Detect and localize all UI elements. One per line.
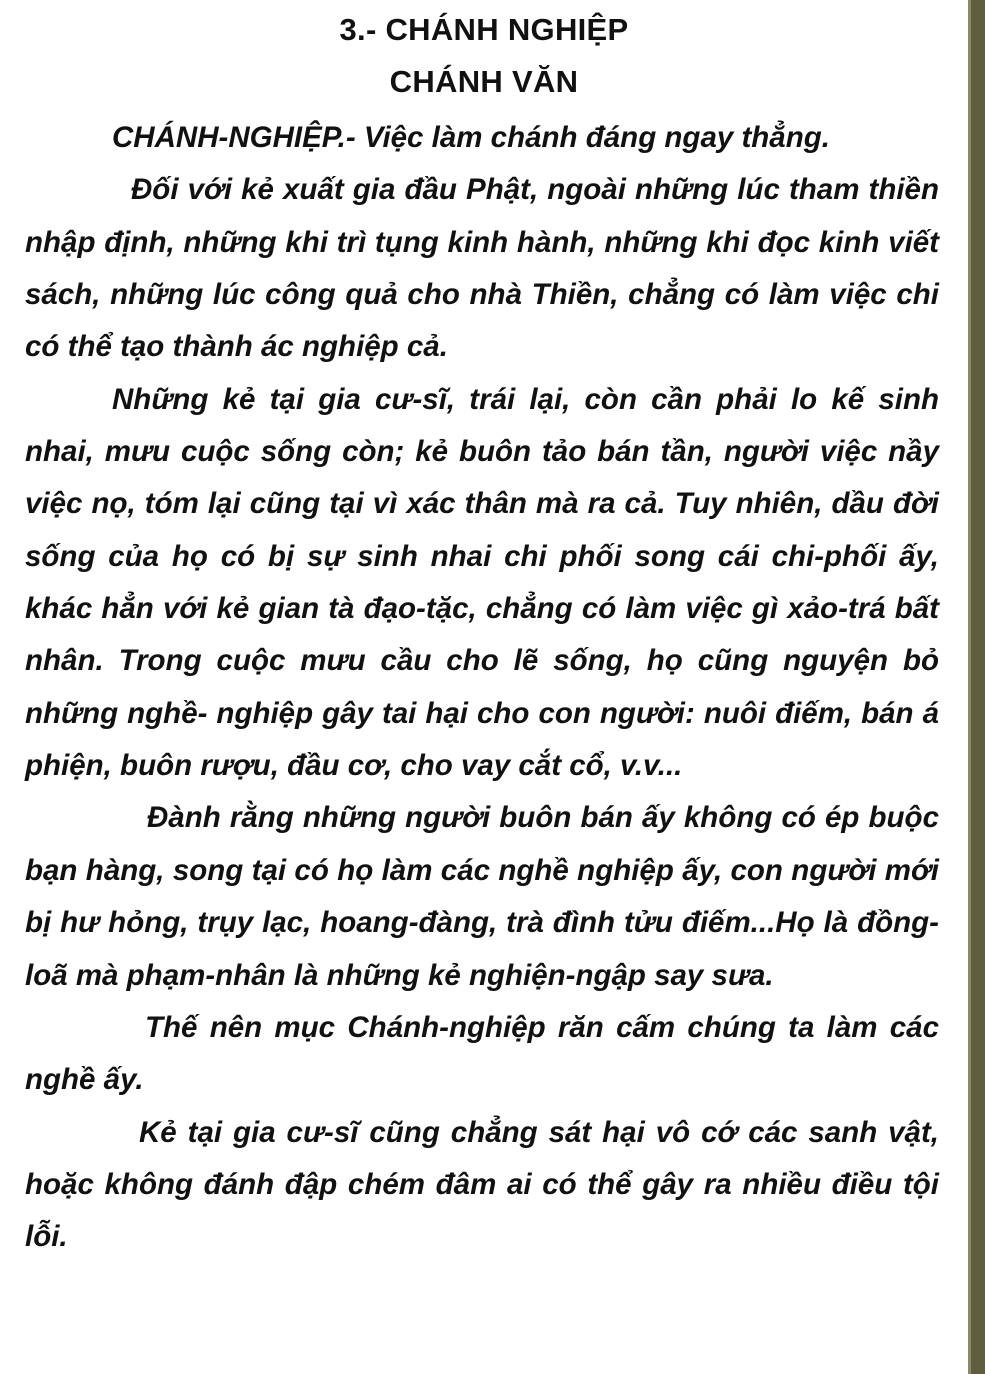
- section-subtitle: CHÁNH VĂN: [389, 64, 579, 99]
- page-edge-bar: [968, 0, 985, 1374]
- body-paragraph: Thế nên mục Chánh-nghiệp răn cấm chúng ta làm các nghề ấy.: [25, 1010, 939, 1097]
- chapter-title: 3.- CHÁNH NGHIỆP: [339, 12, 629, 47]
- body-paragraph: Những kẻ tại gia cư-sĩ, trái lại, còn cần phải lo kế sinh nhai, mưu cuộc sống còn; kẻ buôn tảo bán tần, người việc nầy việc nọ, tóm lại cũng tại vì xác thân mà ra cả. Tuy nhiên, dầu đời sống của họ có bị sự sinh nhai chi phối song cái chi-phối ấy, khác hẳn với kẻ gian tà đạo-tặc, chẳng có làm việc gì xảo-trá bất nhân. Trong cuộc mưu cầu cho lẽ sống, họ cũng nguyện bỏ những nghề- nghiệp gây tai hại cho con người: nuôi điếm, bán á phiện, buôn rượu, đầu cơ, cho vay cắt cổ, v.v...: [25, 382, 939, 783]
- document-body: [25, 112, 939, 1264]
- body-paragraph: Đành rằng những người buôn bán ấy không có ép buộc bạn hàng, song tại có họ làm các nghề nghiệp ấy, con người mới bị hư hỏng, trụy lạc, hoang-đàng, trà đình tửu điếm...Họ là đồng-loã mà phạm-nhân là những kẻ nghiện-ngập say sưa.: [25, 801, 939, 992]
- body-paragraph: Kẻ tại gia cư-sĩ cũng chẳng sát hại vô cớ các sanh vật, hoặc không đánh đập chém đâm ai có thể gây ra nhiều điều tội lỗi.: [25, 1115, 939, 1254]
- definition-paragraph: CHÁNH-NGHIỆP.- Việc làm chánh đáng ngay thẳng.: [112, 121, 830, 154]
- body-paragraph: Đối với kẻ xuất gia đầu Phật, ngoài những lúc tham thiền nhập định, những khi trì tụng kinh hành, những khi đọc kinh viết sách, những lúc công quả cho nhà Thiền, chẳng có làm việc chi có thể tạo thành ác nghiệp cả.: [25, 173, 939, 364]
